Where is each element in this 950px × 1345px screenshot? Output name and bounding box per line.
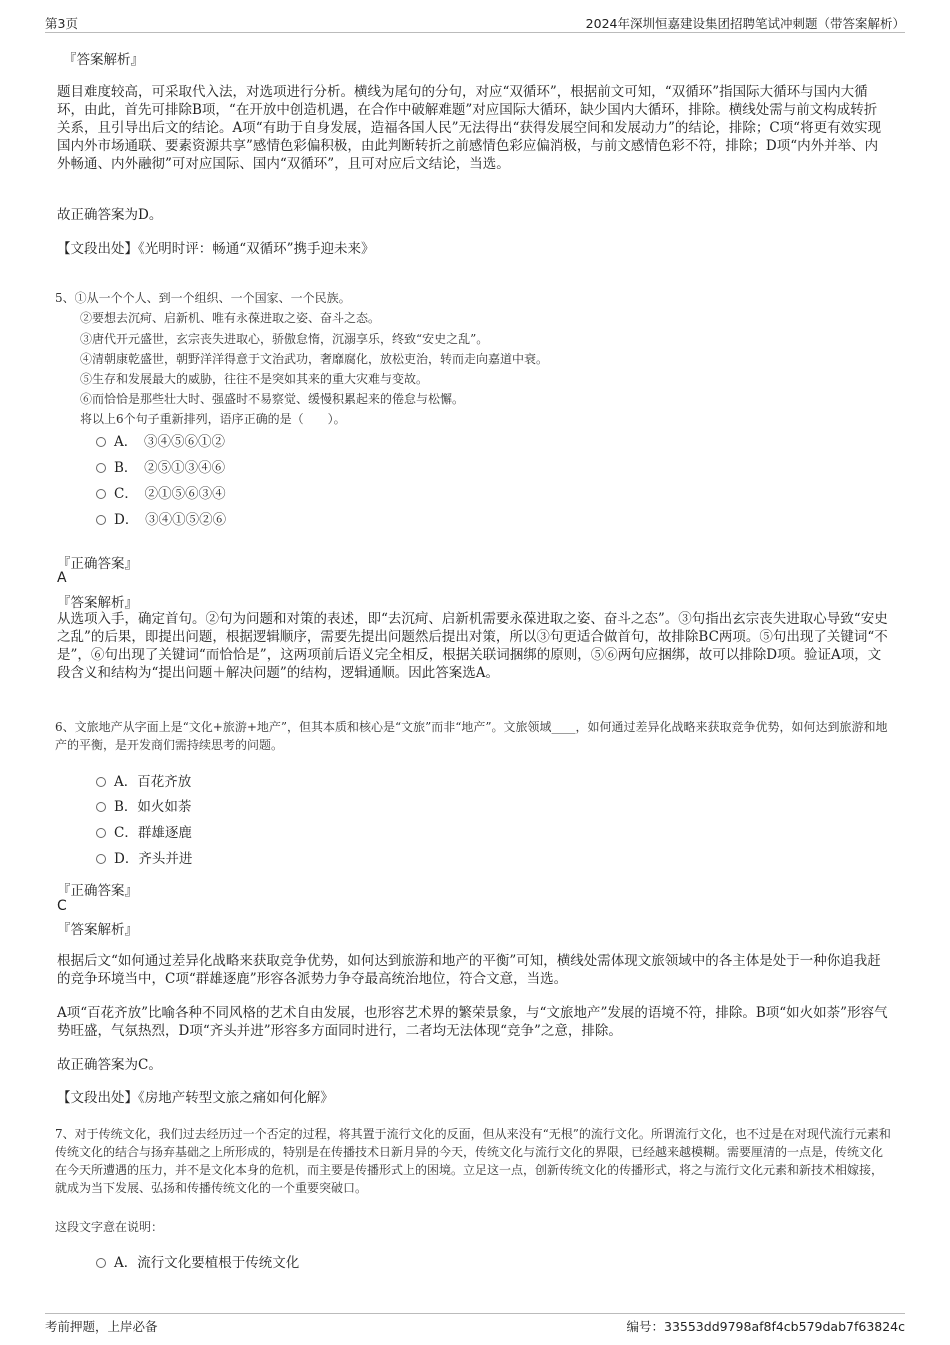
document-code: 编号：33553dd9798af8f4cb579dab7f63824c [626, 1319, 905, 1334]
q4-conclusion: 故正确答案为D。 [57, 207, 163, 223]
q4-analysis-title: 『答案解析』 [63, 52, 144, 68]
page-header [45, 12, 905, 33]
radio-icon[interactable] [96, 463, 106, 473]
q5-correct-title: 『正确答案』 [57, 556, 138, 572]
q7-prompt: 这段文字意在说明： [55, 1220, 164, 1234]
radio-icon[interactable] [96, 802, 106, 812]
q5-line: ⑤生存和发展最大的威胁，往往不是突如其来的重大灾难与变故。 [80, 372, 429, 386]
radio-icon[interactable] [96, 1258, 106, 1268]
radio-icon[interactable] [96, 777, 106, 787]
document-title: 2024年深圳恒嘉建设集团招聘笔试冲刺题（带答案解析） [585, 16, 905, 31]
footer-slogan: 考前押题，上岸必备 [45, 1319, 158, 1334]
q5-analysis-title: 『答案解析』 [57, 595, 138, 611]
page-number: 第3页 [45, 16, 78, 31]
q6-correct-title: 『正确答案』 [57, 883, 138, 899]
q5-option-c[interactable]: C． ②①⑤⑥③④ [96, 484, 226, 504]
q6-stem: 6、文旅地产从字面上是“文化+旅游+地产”，但其本质和核心是“文旅”而非“地产”。文旅领域____，如何通过差异化战略来获取竞争优势，如何达到旅游和地产的平衡，是开发商们需持续思考的问题。 [55, 720, 888, 752]
q6-option-b[interactable]: B．如火如荼 [96, 797, 191, 817]
q6-correct-answer: C [57, 898, 67, 914]
q5-line: ②要想去沉疴、启新机、唯有永葆进取之姿、奋斗之态。 [80, 311, 381, 325]
radio-icon[interactable] [96, 489, 106, 499]
q5-option-a[interactable]: A． ③④⑤⑥①② [96, 432, 225, 452]
q5-correct-answer: A [57, 570, 67, 586]
q6-analysis-text: A项“百花齐放”比喻各种不同风格的艺术自由发展，也形容艺术界的繁荣景象，与“文旅地产”发展的语境不符，排除。B项“如火如荼”形容气势旺盛，气氛热烈，D项“齐头并进”形容多方面同时进行，二者均无法体现“竞争”之意，排除。 [57, 1005, 888, 1039]
radio-icon[interactable] [96, 437, 106, 447]
q6-option-a[interactable]: A．百花齐放 [96, 772, 191, 792]
q5-prompt: 将以上6个句子重新排列，语序正确的是（ ）。 [80, 412, 346, 426]
q5-line: ⑥而恰恰是那些壮大时、强盛时不易察觉、缓慢积累起来的倦怠与松懈。 [80, 392, 465, 406]
q5-analysis-text: 从选项入手，确定首句。②句为问题和对策的表述，即“去沉疴、启新机需要永葆进取之姿、奋斗之态”。③句指出玄宗丧失进取心导致“安史之乱”的后果，即提出问题，根据逻辑顺序，需要先提出问题然后提出对策，所以③句更适合做首句，故排除BC两项。⑤句出现了关键词“不是”，⑥句出现了关键词“而恰恰是”，这两项前后语义完全相反，根据关联词捆绑的原则，⑤⑥两句应捆绑，故可以排除D项。验证A项，文段含义和结构为“提出问题＋解决问题”的结构，逻辑通顺。因此答案选A。 [57, 611, 888, 681]
radio-icon[interactable] [96, 828, 106, 838]
q6-option-d[interactable]: D．齐头并进 [96, 849, 192, 869]
q5-option-b[interactable]: B． ②⑤①③④⑥ [96, 458, 225, 478]
q6-source: 【文段出处】《房地产转型文旅之痛如何化解》 [57, 1090, 334, 1106]
radio-icon[interactable] [96, 515, 106, 525]
q7-option-a[interactable]: A．流行文化要植根于传统文化 [96, 1253, 299, 1273]
q5-option-d[interactable]: D． ③④①⑤②⑥ [96, 510, 226, 530]
q7-stem: 7、对于传统文化，我们过去经历过一个否定的过程，将其置于流行文化的反面，但从来没有“无根”的流行文化。所谓流行文化，也不过是在对现代流行元素和传统文化的结合与扬弃基础之上所形成的，特别是在传播技术日新月异的今天，传统文化与流行文化的界限，已经越来越模糊。需要厘清的一点是，传统文化在今天所遭遇的压力，并不是文化本身的危机，而主要是传播形式上的困境。立足这一点，创新传统文化的传播形式，将之与流行文化元素和新技术相嫁接，就成为当下发展、弘扬和传播传统文化的一个重要突破口。 [55, 1127, 891, 1195]
q4-analysis-text: 题目难度较高，可采取代入法，对选项进行分析。横线为尾句的分句，对应“双循环”，根据前文可知，“双循环”指国际大循环与国内大循环，由此，首先可排除B项，“在开放中创造机遇，在合作中破解难题”对应国际大循环，缺少国内大循环，排除。横线处需与前文构成转折关系，且引导出后文的结论。A项“有助于自身发展，造福各国人民”无法得出“获得发展空间和发展动力”的结论，排除；C项“将更有效实现国内外市场通联、要素资源共享”感情色彩偏积极，由此判断转折之前感情色彩应偏消极，与前文感情色彩不符，排除；D项“内外并举、内外畅通、内外融彻”可对应国际、国内“双循环”，且可对应后文结论，当选。 [57, 84, 882, 172]
q5-stem: 5、①从一个个人、到一个组织、一个国家、一个民族。 [55, 291, 351, 305]
q6-conclusion: 故正确答案为C。 [57, 1057, 162, 1073]
page-footer [45, 1313, 905, 1334]
q6-analysis-text: 根据后文“如何通过差异化战略来获取竞争优势，如何达到旅游和地产的平衡”可知，横线处需体现文旅领域中的各主体是处于一种你追我赶的竞争环境当中，C项“群雄逐鹿”形容各派势力争夺最高统治地位，符合文意，当选。 [57, 953, 881, 987]
q5-line: ③唐代开元盛世，玄宗丧失进取心，骄傲怠惰，沉溺享乐，终致“安史之乱”。 [80, 332, 489, 346]
q5-line: ④清朝康乾盛世，朝野洋洋得意于文治武功，奢靡腐化，放松吏治，转而走向嘉道中衰。 [80, 352, 549, 366]
q6-option-c[interactable]: C．群雄逐鹿 [96, 823, 192, 843]
q4-source: 【文段出处】《光明时评：畅通“双循环”携手迎未来》 [57, 241, 375, 257]
q6-analysis-title: 『答案解析』 [57, 922, 138, 938]
radio-icon[interactable] [96, 854, 106, 864]
